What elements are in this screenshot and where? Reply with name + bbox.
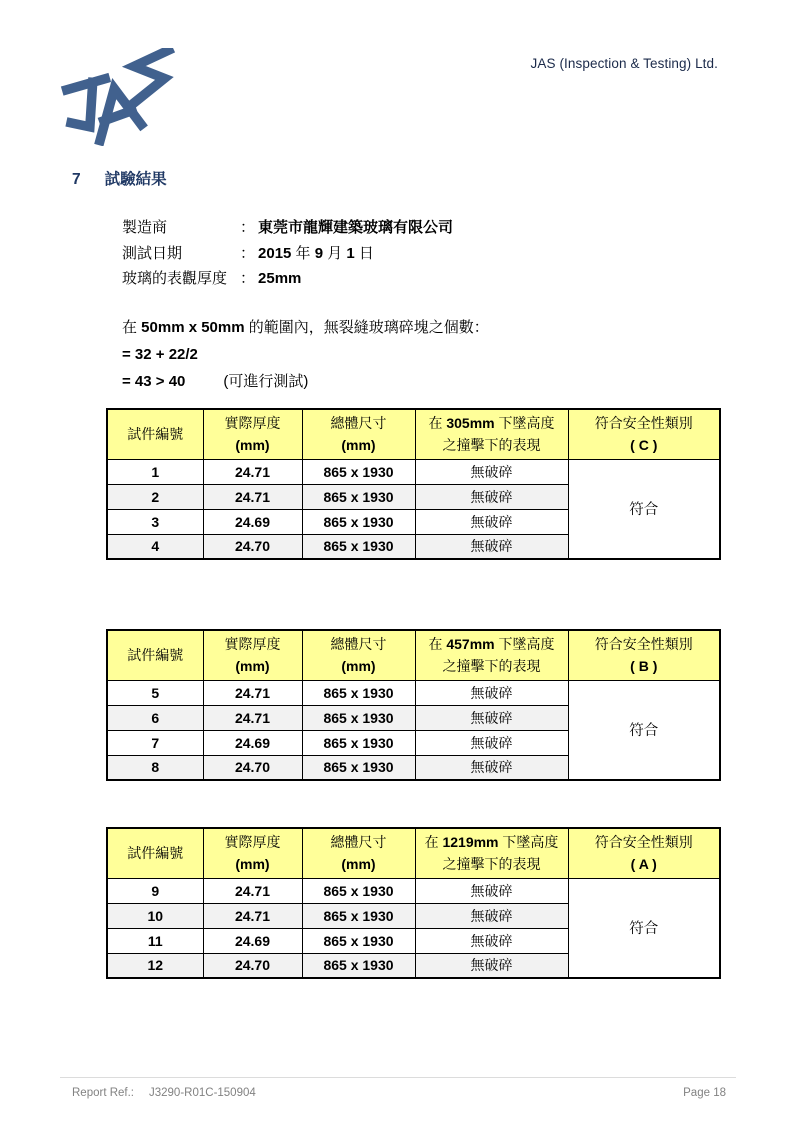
header-line [416, 633, 568, 656]
text-segment: (mm) [341, 437, 376, 454]
spec-no-cell: 12 [107, 953, 203, 978]
result-cell: 無破碎 [415, 509, 568, 534]
header-line [416, 831, 568, 854]
page-footer [60, 1077, 736, 1099]
jas-logo [56, 48, 194, 146]
result-cell: 無破碎 [415, 755, 568, 780]
header-line [204, 633, 302, 656]
info-label: 玻璃的表觀厚度 [122, 270, 228, 287]
thickness-cell: 24.71 [203, 484, 302, 509]
text-segment: 在 [122, 319, 142, 336]
header-line [303, 853, 415, 876]
report-ref-value: J3290-R01C-150904 [149, 1087, 256, 1099]
header-line [303, 633, 415, 656]
jas-logo-icon [56, 48, 194, 146]
thickness-header [203, 409, 302, 459]
spec-no-header [107, 630, 203, 680]
text-segment: 日 [354, 244, 374, 262]
calc-line [122, 314, 489, 341]
size-cell: 865 x 1930 [302, 903, 415, 928]
calc-line [122, 368, 489, 395]
info-row [122, 266, 453, 292]
text-segment: 在 [428, 635, 447, 652]
thickness-cell: 24.69 [203, 928, 302, 953]
header-line [108, 644, 203, 667]
info-value [258, 241, 374, 267]
size-header [302, 828, 415, 878]
header-line [303, 412, 415, 435]
company-name: JAS (Inspection & Testing) Ltd. [530, 56, 718, 71]
spec-no-header [107, 409, 203, 459]
compliance-cell: 符合 [568, 459, 720, 559]
text-segment: (mm) [235, 856, 270, 873]
text-segment: 年 [291, 244, 315, 262]
result-cell: 無破碎 [415, 484, 568, 509]
thickness-cell: 24.70 [203, 953, 302, 978]
spec-no-cell: 1 [107, 459, 203, 484]
table-head [107, 828, 720, 878]
thickness-header [203, 828, 302, 878]
thickness-cell: 24.71 [203, 903, 302, 928]
header-line [303, 831, 415, 854]
header-line [303, 655, 415, 678]
result-table-1 [106, 408, 721, 560]
text-segment: 試件編號 [127, 426, 184, 442]
size-header [302, 409, 415, 459]
text-segment: 在 [428, 414, 447, 431]
text-segment: 50mm x 50mm [141, 319, 245, 336]
result-table-3 [106, 827, 721, 979]
compliance-cell: 符合 [568, 878, 720, 978]
fragment-count-block [122, 314, 489, 395]
result-cell: 無破碎 [415, 928, 568, 953]
report-ref-label: Report Ref.: [72, 1087, 134, 1099]
spec-no-cell: 6 [107, 705, 203, 730]
spec-no-cell: 5 [107, 680, 203, 705]
text-segment: 試件編號 [127, 647, 184, 663]
header-line [569, 853, 720, 876]
section-title: 試驗結果 [104, 171, 167, 188]
page-number: Page 18 [683, 1087, 726, 1099]
header-line [303, 434, 415, 457]
header-row [107, 409, 720, 459]
spec-no-cell: 9 [107, 878, 203, 903]
text-segment: 之撞擊下的表現 [442, 658, 541, 675]
info-value [258, 215, 453, 241]
header-line [569, 633, 720, 656]
size-cell: 865 x 1930 [302, 928, 415, 953]
text-segment: 符合安全性類別 [594, 414, 693, 431]
header-line [204, 412, 302, 435]
text-segment: 之撞擊下的表現 [442, 856, 541, 873]
size-cell: 865 x 1930 [302, 680, 415, 705]
calc-line [122, 341, 489, 368]
info-colon: ： [240, 244, 256, 262]
header-line [569, 655, 720, 678]
size-cell: 865 x 1930 [302, 755, 415, 780]
text-segment: 1 [346, 244, 355, 262]
header-line [569, 434, 720, 457]
size-cell: 865 x 1930 [302, 484, 415, 509]
size-cell: 865 x 1930 [302, 534, 415, 559]
text-segment: 總體尺寸 [330, 833, 387, 850]
info-label: 製造商 [122, 219, 168, 236]
result-cell: 無破碎 [415, 680, 568, 705]
header-line [108, 423, 203, 446]
result-cell: 無破碎 [415, 730, 568, 755]
text-segment: 實際厚度 [224, 635, 281, 652]
thickness-cell: 24.69 [203, 730, 302, 755]
header-line [204, 434, 302, 457]
thickness-cell: 24.70 [203, 755, 302, 780]
table-body [107, 878, 720, 978]
info-colon: ： [240, 219, 256, 236]
safety-class-header [568, 409, 720, 459]
header-row [107, 828, 720, 878]
table-row [107, 878, 720, 903]
size-cell: 865 x 1930 [302, 705, 415, 730]
spec-no-cell: 3 [107, 509, 203, 534]
text-segment: 9 [314, 244, 324, 262]
result-table-block-1 [106, 408, 722, 560]
spec-no-cell: 2 [107, 484, 203, 509]
text-segment: 1219mm [442, 833, 499, 850]
text-segment: 305mm [446, 414, 495, 431]
impact-header [415, 828, 568, 878]
table-row [107, 680, 720, 705]
header-line [416, 412, 568, 435]
size-cell: 865 x 1930 [302, 730, 415, 755]
text-segment: 下墜高度 [498, 833, 559, 850]
text-segment: (可進行測試) [223, 373, 309, 390]
spec-no-cell: 8 [107, 755, 203, 780]
result-cell: 無破碎 [415, 459, 568, 484]
text-segment: 月 [323, 244, 347, 262]
text-segment: 試件編號 [127, 845, 184, 861]
text-segment: 總體尺寸 [330, 414, 387, 431]
compliance-cell: 符合 [568, 680, 720, 780]
text-segment: 總體尺寸 [330, 635, 387, 652]
table-body [107, 680, 720, 780]
text-segment: (mm) [341, 658, 376, 675]
impact-header [415, 630, 568, 680]
info-value [258, 266, 301, 292]
header-row [107, 630, 720, 680]
text-segment: (mm) [235, 437, 270, 454]
text-segment: 符合安全性類別 [594, 635, 693, 652]
text-segment: 之撞擊下的表現 [442, 437, 541, 454]
text-segment: ( C ) [630, 437, 658, 454]
size-cell: 865 x 1930 [302, 509, 415, 534]
text-segment: ( B ) [630, 658, 658, 675]
info-row [122, 215, 453, 241]
result-cell: 無破碎 [415, 534, 568, 559]
thickness-cell: 24.71 [203, 680, 302, 705]
size-cell: 865 x 1930 [302, 878, 415, 903]
spec-no-cell: 7 [107, 730, 203, 755]
text-segment: = 43 > 40 [122, 373, 186, 390]
impact-header [415, 409, 568, 459]
text-segment: (mm) [341, 856, 376, 873]
info-colon: ： [240, 270, 256, 287]
report-ref [72, 1087, 256, 1099]
text-segment: 下墜高度 [494, 414, 555, 431]
size-header [302, 630, 415, 680]
thickness-cell: 24.71 [203, 459, 302, 484]
header-line [569, 831, 720, 854]
text-segment: 25mm [258, 270, 302, 287]
table-head [107, 630, 720, 680]
text-segment: 東莞市龍輝建築玻璃有限公司 [258, 219, 454, 236]
info-label: 測試日期 [122, 244, 183, 262]
text-segment: 在 [424, 833, 443, 850]
spec-no-cell: 4 [107, 534, 203, 559]
spec-no-cell: 11 [107, 928, 203, 953]
header-line [204, 655, 302, 678]
table-row [107, 459, 720, 484]
header-line [108, 842, 203, 865]
header-line [204, 831, 302, 854]
text-segment: 實際厚度 [224, 414, 281, 431]
table-body [107, 459, 720, 559]
safety-class-header [568, 828, 720, 878]
result-cell: 無破碎 [415, 705, 568, 730]
spec-no-header [107, 828, 203, 878]
text-segment: 457mm [446, 635, 495, 652]
thickness-cell: 24.70 [203, 534, 302, 559]
spec-no-cell: 10 [107, 903, 203, 928]
section-heading [72, 167, 167, 189]
result-table-block-2 [106, 629, 722, 781]
header-line [416, 853, 568, 876]
text-segment: 下墜高度 [494, 635, 555, 652]
text-segment: = 32 + 22/2 [122, 346, 198, 363]
text-segment: ( A ) [630, 856, 657, 873]
header-line [569, 412, 720, 435]
header-line [204, 853, 302, 876]
text-segment: 2015 [258, 244, 292, 262]
info-row [122, 241, 453, 267]
table-head [107, 409, 720, 459]
safety-class-header [568, 630, 720, 680]
result-table-block-3 [106, 827, 722, 979]
result-table-2 [106, 629, 721, 781]
text-segment: 的範圍內，無裂縫玻璃碎塊之個數： [244, 319, 489, 336]
header-line [416, 434, 568, 457]
result-cell: 無破碎 [415, 903, 568, 928]
text-segment: (mm) [235, 658, 270, 675]
result-cell: 無破碎 [415, 953, 568, 978]
info-block [122, 215, 453, 292]
thickness-cell: 24.69 [203, 509, 302, 534]
text-segment: 實際厚度 [224, 833, 281, 850]
thickness-cell: 24.71 [203, 705, 302, 730]
result-cell: 無破碎 [415, 878, 568, 903]
section-number: 7 [72, 171, 81, 188]
thickness-cell: 24.71 [203, 878, 302, 903]
size-cell: 865 x 1930 [302, 459, 415, 484]
text-segment: 符合安全性類別 [594, 833, 693, 850]
header-line [416, 655, 568, 678]
thickness-header [203, 630, 302, 680]
size-cell: 865 x 1930 [302, 953, 415, 978]
